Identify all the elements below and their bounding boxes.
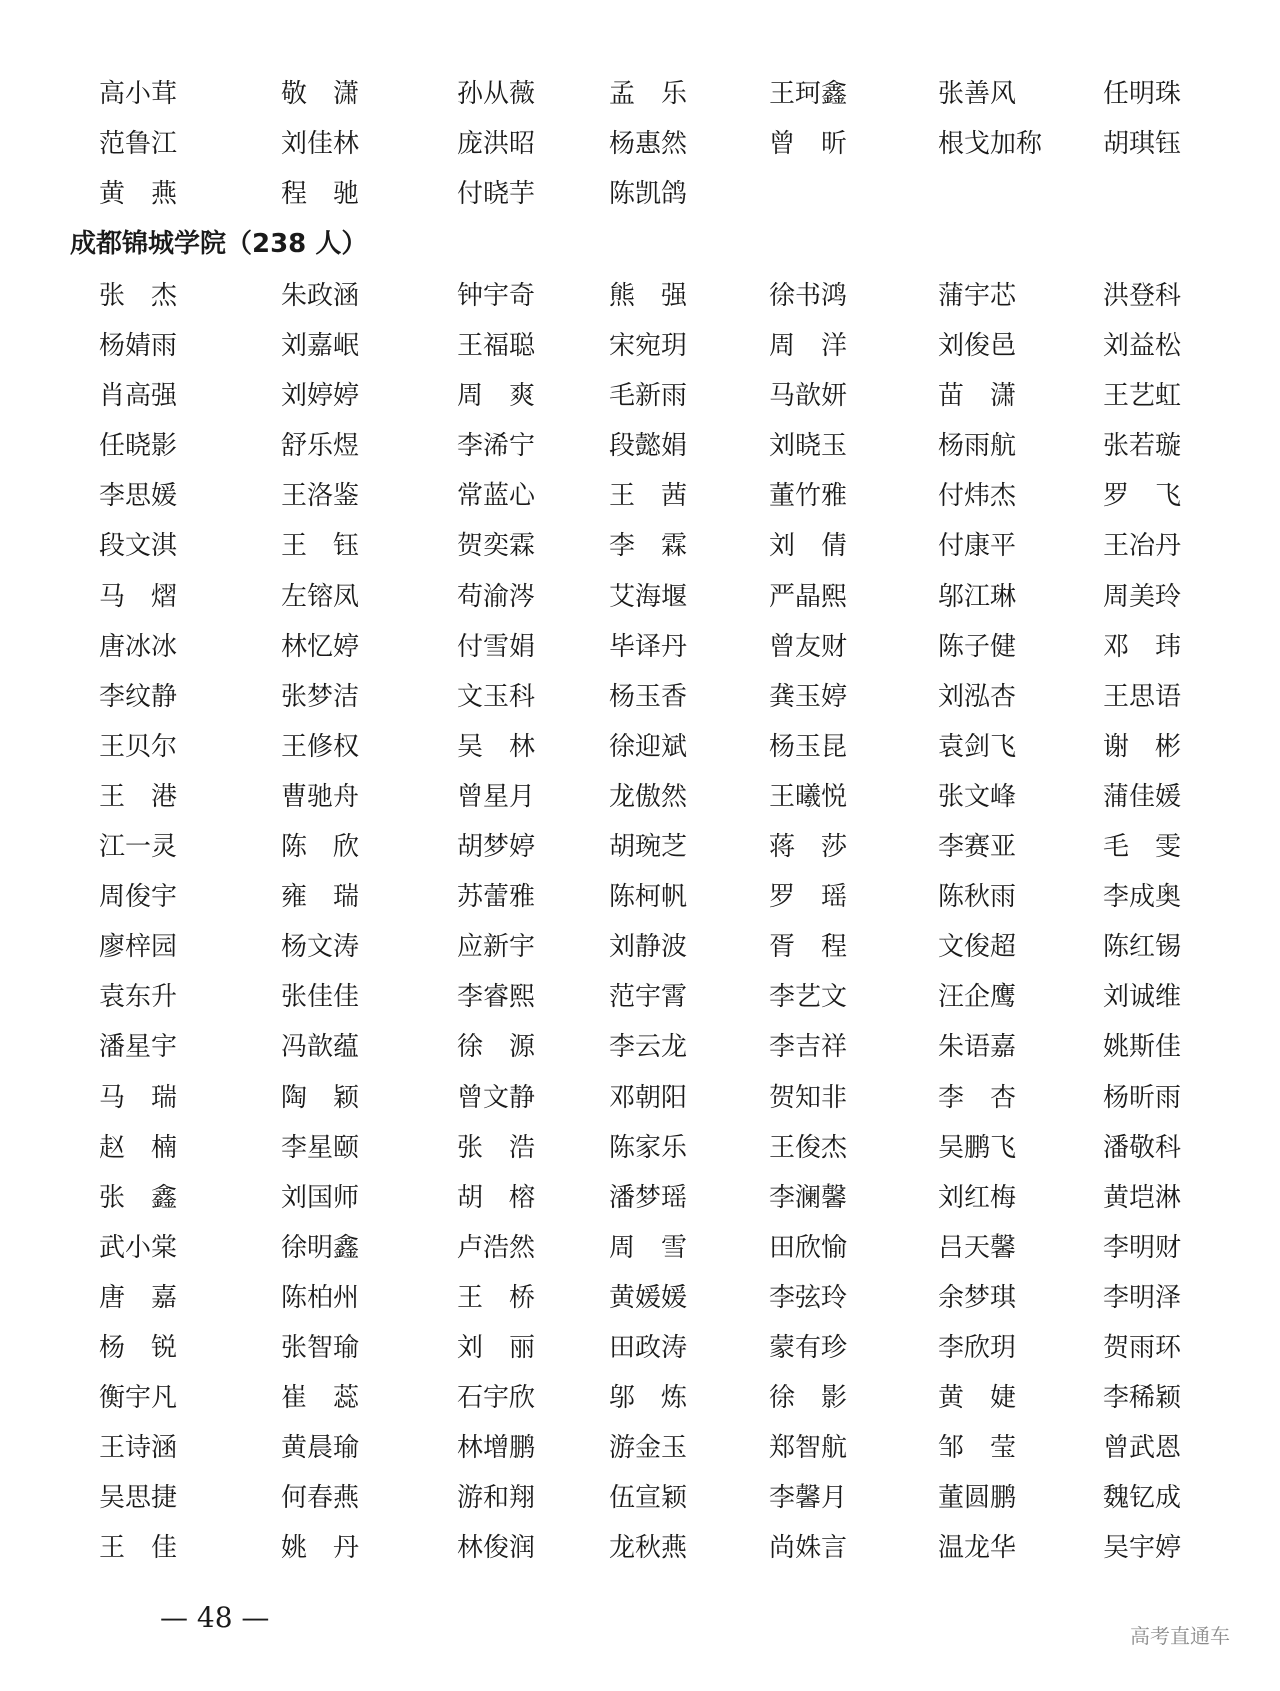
empty-cell (769, 169, 938, 219)
name-entry: 石宇欣 (457, 1383, 536, 1414)
name-entry: 刘红梅 (938, 1182, 1017, 1213)
name-entry: 王 茜 (609, 481, 688, 512)
name-entry: 李浠宁 (457, 431, 536, 462)
name-entry: 陈家乐 (609, 1132, 688, 1163)
name-entry: 龙秋燕 (609, 1533, 688, 1564)
name-entry: 郑智航 (769, 1433, 848, 1464)
name-entry: 胡 榕 (457, 1182, 536, 1213)
name-entry: 李吉祥 (769, 1032, 848, 1063)
name-entry: 龙傲然 (609, 781, 688, 812)
name-entry: 苗 潇 (938, 381, 1017, 412)
name-entry: 任晓影 (99, 431, 178, 462)
name-entry: 杨雨航 (938, 431, 1017, 462)
name-entry: 杨玉香 (609, 681, 688, 712)
name-entry: 周俊宇 (99, 882, 178, 913)
name-entry: 贺雨环 (1103, 1332, 1182, 1363)
name-entry: 谢 彬 (1103, 731, 1182, 762)
name-entry: 李云龙 (609, 1032, 688, 1063)
name-entry: 程 驰 (281, 179, 360, 210)
name-list-continued (99, 69, 1233, 219)
name-entry: 刘益松 (1103, 331, 1182, 362)
name-entry: 黄垲淋 (1103, 1182, 1182, 1213)
name-entry: 李欣玥 (938, 1332, 1017, 1363)
name-entry: 徐 源 (457, 1032, 536, 1063)
name-entry: 张佳佳 (281, 982, 360, 1013)
name-entry: 刘诚维 (1103, 982, 1182, 1013)
name-entry: 王艺虹 (1103, 381, 1182, 412)
name-entry: 舒乐煜 (281, 431, 360, 462)
name-entry: 曹驰舟 (281, 781, 360, 812)
name-entry: 洪登科 (1103, 281, 1182, 311)
name-entry: 毕译丹 (609, 631, 688, 662)
name-entry: 段懿娟 (609, 431, 688, 462)
name-entry: 陈凯鸽 (609, 179, 688, 210)
name-entry: 王俊杰 (769, 1132, 848, 1163)
name-entry: 王 钰 (281, 531, 360, 562)
name-entry: 文玉科 (457, 681, 536, 712)
name-entry: 尚姝言 (769, 1533, 848, 1564)
name-entry: 吕天馨 (938, 1232, 1017, 1263)
name-entry: 吴宇婷 (1103, 1533, 1182, 1564)
name-entry: 唐 嘉 (99, 1282, 178, 1313)
name-entry: 庞洪昭 (457, 129, 536, 160)
name-entry: 周 洋 (769, 331, 848, 362)
name-entry: 付炜杰 (938, 481, 1017, 512)
name-entry: 敬 潇 (281, 79, 360, 109)
name-entry: 崔 蕊 (281, 1383, 360, 1414)
name-entry: 张若璇 (1103, 431, 1182, 462)
name-entry: 刘静波 (609, 932, 688, 963)
name-entry: 周 爽 (457, 381, 536, 412)
name-entry: 廖梓园 (99, 932, 178, 963)
name-entry: 段文淇 (99, 531, 178, 562)
name-entry: 邬 炼 (609, 1383, 688, 1414)
name-entry: 董圆鹏 (938, 1483, 1017, 1514)
name-entry: 孟 乐 (609, 79, 688, 109)
name-entry: 张智瑜 (281, 1332, 360, 1363)
name-entry: 袁东升 (99, 982, 178, 1013)
name-entry: 马歆妍 (769, 381, 848, 412)
name-entry: 李思媛 (99, 481, 178, 512)
name-entry: 李明泽 (1103, 1282, 1182, 1313)
name-entry: 付雪娟 (457, 631, 536, 662)
name-entry: 陈 欣 (281, 832, 360, 863)
name-entry: 潘敬科 (1103, 1132, 1182, 1163)
name-entry: 马 瑞 (99, 1082, 178, 1113)
name-entry: 李澜馨 (769, 1182, 848, 1213)
name-entry: 董竹雅 (769, 481, 848, 512)
name-entry: 邹 莹 (938, 1433, 1017, 1464)
name-entry: 潘星宇 (99, 1032, 178, 1063)
name-entry: 朱语嘉 (938, 1032, 1017, 1063)
name-entry: 付晓芋 (457, 179, 536, 210)
name-entry: 衡宇凡 (99, 1383, 178, 1414)
name-entry: 陈红锡 (1103, 932, 1182, 963)
name-entry: 蒲佳媛 (1103, 781, 1182, 812)
name-entry: 张 鑫 (99, 1182, 178, 1213)
name-entry: 魏钇成 (1103, 1483, 1182, 1514)
name-entry: 胡琪钰 (1103, 129, 1182, 160)
name-entry: 潘梦瑶 (609, 1182, 688, 1213)
name-entry: 温龙华 (938, 1533, 1017, 1564)
name-entry: 罗 飞 (1103, 481, 1182, 512)
name-entry: 王思语 (1103, 681, 1182, 712)
name-entry: 李睿熙 (457, 982, 536, 1013)
name-entry: 余梦琪 (938, 1282, 1017, 1313)
name-entry: 雍 瑞 (281, 882, 360, 913)
name-entry: 黄媛媛 (609, 1282, 688, 1313)
name-entry: 胡琬芝 (609, 832, 688, 863)
name-entry: 何春燕 (281, 1483, 360, 1514)
name-entry: 蒲宇芯 (938, 281, 1017, 311)
name-entry: 王曦悦 (769, 781, 848, 812)
name-entry: 黄 婕 (938, 1383, 1017, 1414)
name-entry: 张 杰 (99, 281, 178, 311)
section-heading: 成都锦城学院（238 人） (70, 229, 368, 259)
name-entry: 田政涛 (609, 1332, 688, 1363)
name-entry: 应新宇 (457, 932, 536, 963)
name-entry: 李纹静 (99, 681, 178, 712)
name-entry: 李 杏 (938, 1082, 1017, 1113)
name-entry: 赵 楠 (99, 1132, 178, 1163)
name-entry: 刘国师 (281, 1182, 360, 1213)
name-entry: 孙从薇 (457, 79, 536, 109)
name-entry: 冯歆蕴 (281, 1032, 360, 1063)
name-entry: 常蓝心 (457, 481, 536, 512)
name-entry: 李赛亚 (938, 832, 1017, 863)
name-entry: 徐明鑫 (281, 1232, 360, 1263)
name-entry: 汪企鹰 (938, 982, 1017, 1013)
name-entry: 王 港 (99, 781, 178, 812)
name-entry: 文俊超 (938, 932, 1017, 963)
name-entry: 杨 锐 (99, 1332, 178, 1363)
name-entry: 李 霖 (609, 531, 688, 562)
name-entry: 高小茸 (99, 79, 178, 109)
name-entry: 王诗涵 (99, 1433, 178, 1464)
name-entry: 李明财 (1103, 1232, 1182, 1263)
name-entry: 张善风 (938, 79, 1017, 109)
name-entry: 曾 昕 (769, 129, 848, 160)
name-entry: 贺知非 (769, 1082, 848, 1113)
name-entry: 周美玲 (1103, 581, 1182, 612)
name-entry: 杨惠然 (609, 129, 688, 160)
name-entry: 陈秋雨 (938, 882, 1017, 913)
name-entry: 付康平 (938, 531, 1017, 562)
name-entry: 刘俊邑 (938, 331, 1017, 362)
name-entry: 胥 程 (769, 932, 848, 963)
name-entry: 邓朝阳 (609, 1082, 688, 1113)
name-entry: 姚 丹 (281, 1533, 360, 1564)
name-entry: 蒋 莎 (769, 832, 848, 863)
name-entry: 邓 玮 (1103, 631, 1182, 662)
name-entry: 王贝尔 (99, 731, 178, 762)
name-entry: 罗 瑶 (769, 882, 848, 913)
name-entry: 范宇霄 (609, 982, 688, 1013)
name-entry: 曾星月 (457, 781, 536, 812)
name-entry: 张梦洁 (281, 681, 360, 712)
name-entry: 周 雪 (609, 1232, 688, 1263)
name-entry: 王 桥 (457, 1282, 536, 1313)
name-entry: 黄晨瑜 (281, 1433, 360, 1464)
name-entry: 钟宇奇 (457, 281, 536, 311)
name-entry: 熊 强 (609, 281, 688, 311)
name-entry: 贺奕霖 (457, 531, 536, 562)
name-entry: 苟渝涔 (457, 581, 536, 612)
name-entry: 王珂鑫 (769, 79, 848, 109)
name-entry: 范鲁江 (99, 129, 178, 160)
name-entry: 李稀颖 (1103, 1383, 1182, 1414)
name-entry: 刘婷婷 (281, 381, 360, 412)
name-entry: 杨文涛 (281, 932, 360, 963)
name-entry: 左镕凤 (281, 581, 360, 612)
name-entry: 苏蕾雅 (457, 882, 536, 913)
name-entry: 武小棠 (99, 1232, 178, 1263)
name-entry: 龚玉婷 (769, 681, 848, 712)
name-list-chengdu-jincheng (99, 271, 1233, 1573)
name-entry: 曾友财 (769, 631, 848, 662)
name-entry: 王福聪 (457, 331, 536, 362)
name-entry: 伍宣颖 (609, 1483, 688, 1514)
name-entry: 徐书鸿 (769, 281, 848, 311)
name-entry: 李星颐 (281, 1132, 360, 1163)
name-entry: 刘佳林 (281, 129, 360, 160)
name-entry: 肖高强 (99, 381, 178, 412)
name-entry: 曾文静 (457, 1082, 536, 1113)
watermark: 高考直通车 (1130, 1624, 1230, 1648)
name-entry: 陈柯帆 (609, 882, 688, 913)
name-entry: 任明珠 (1103, 79, 1182, 109)
name-entry: 严晶熙 (769, 581, 848, 612)
name-entry: 刘 倩 (769, 531, 848, 562)
name-entry: 张 浩 (457, 1132, 536, 1163)
name-entry: 姚斯佳 (1103, 1032, 1182, 1063)
name-entry: 王冶丹 (1103, 531, 1182, 562)
name-entry: 李馨月 (769, 1483, 848, 1514)
name-entry: 吴鹏飞 (938, 1132, 1017, 1163)
name-entry: 林忆婷 (281, 631, 360, 662)
name-entry: 朱政涵 (281, 281, 360, 311)
name-entry: 江一灵 (99, 832, 178, 863)
name-entry: 吴 林 (457, 731, 536, 762)
name-entry: 徐 影 (769, 1383, 848, 1414)
name-entry: 胡梦婷 (457, 832, 536, 863)
name-entry: 毛 雯 (1103, 832, 1182, 863)
name-entry: 陶 颖 (281, 1082, 360, 1113)
name-entry: 游金玉 (609, 1433, 688, 1464)
name-entry: 杨玉昆 (769, 731, 848, 762)
name-entry: 王修权 (281, 731, 360, 762)
name-entry: 唐冰冰 (99, 631, 178, 662)
name-entry: 蒙有珍 (769, 1332, 848, 1363)
name-entry: 杨婧雨 (99, 331, 178, 362)
name-entry: 袁剑飞 (938, 731, 1017, 762)
name-entry: 陈子健 (938, 631, 1017, 662)
name-entry: 曾武恩 (1103, 1433, 1182, 1464)
page-number: — 48 — (160, 1601, 270, 1634)
name-entry: 王 佳 (99, 1533, 178, 1564)
name-entry: 毛新雨 (609, 381, 688, 412)
name-entry: 张文峰 (938, 781, 1017, 812)
name-entry: 吴思捷 (99, 1483, 178, 1514)
name-entry: 宋宛玥 (609, 331, 688, 362)
name-entry: 刘嘉岷 (281, 331, 360, 362)
name-entry: 游和翔 (457, 1483, 536, 1514)
name-entry: 李成奥 (1103, 882, 1182, 913)
name-entry: 艾海堰 (609, 581, 688, 612)
name-entry: 林俊润 (457, 1533, 536, 1564)
name-entry: 李弦玲 (769, 1282, 848, 1313)
name-entry: 刘泓杏 (938, 681, 1017, 712)
name-entry: 王洛鉴 (281, 481, 360, 512)
name-entry: 马 熠 (99, 581, 178, 612)
name-entry: 杨昕雨 (1103, 1082, 1182, 1113)
name-entry: 李艺文 (769, 982, 848, 1013)
name-entry: 刘晓玉 (769, 431, 848, 462)
name-entry: 徐迎斌 (609, 731, 688, 762)
name-entry: 邬江琳 (938, 581, 1017, 612)
name-entry: 卢浩然 (457, 1232, 536, 1263)
name-entry: 根戈加称 (938, 129, 1043, 160)
name-entry: 林增鹏 (457, 1433, 536, 1464)
name-entry: 陈柏州 (281, 1282, 360, 1313)
empty-cell (1103, 169, 1233, 219)
empty-cell (938, 169, 1103, 219)
name-entry: 黄 燕 (99, 179, 178, 210)
name-entry: 刘 丽 (457, 1332, 536, 1363)
name-entry: 田欣愉 (769, 1232, 848, 1263)
